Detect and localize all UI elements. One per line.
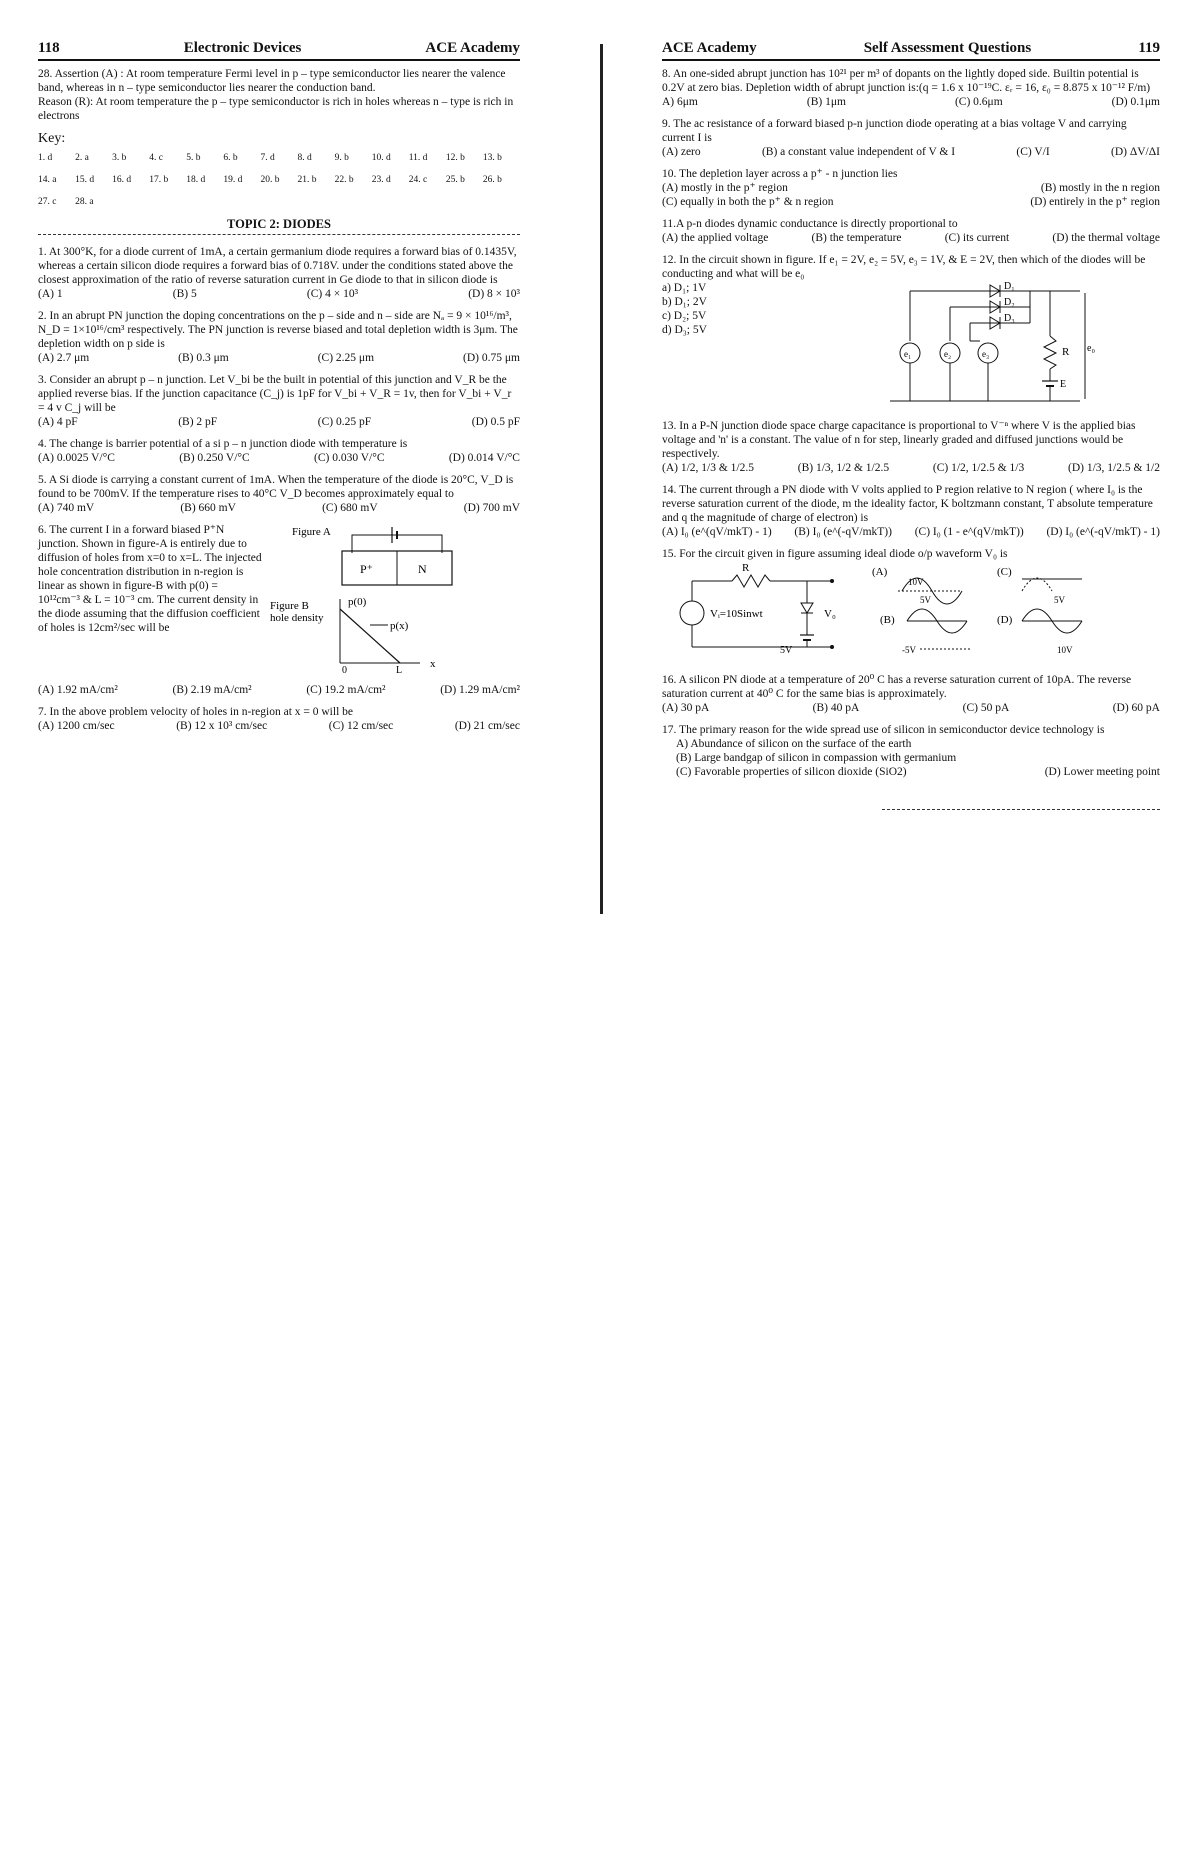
answer-key-entry: 15. d bbox=[75, 175, 95, 185]
question-text: 8. An one-sided abrupt junction has 10²¹ per m³ of dopants on the lightly doped side. Builtin potential is 0.2V at zero bias. Depletion width of abrupt junction is:(q = 1.6 x 10⁻¹⁹C. εᵣ = 16, ε₀ = 8.875 x 10⁻¹² F/m) bbox=[662, 68, 1151, 94]
e3-label: e₃ bbox=[982, 349, 990, 359]
option-c: (C) its current bbox=[944, 232, 1010, 244]
question-6 bbox=[38, 523, 520, 697]
option-b: (B) 40 pA bbox=[812, 702, 860, 714]
options bbox=[38, 501, 520, 515]
option-a: (A) 1200 cm/sec bbox=[38, 720, 115, 732]
question-28 bbox=[38, 67, 520, 123]
right-page bbox=[662, 40, 1160, 810]
options-row-1 bbox=[662, 181, 1160, 195]
option-b: (B) mostly in the n region bbox=[1040, 182, 1160, 194]
answer-key-entry: 24. c bbox=[408, 175, 428, 185]
option-c: (C) bbox=[997, 566, 1012, 578]
option-d: (D) 1/3, 1/2.5 & 1/2 bbox=[1068, 462, 1160, 474]
answer-key-entry: 3. b bbox=[112, 153, 127, 163]
question-text: 1. At 300°K, for a diode current of 1mA, a certain germanium diode requires a forward bias of 0.1435V, whereas a certain silicon diode requires a forward bias of 0.718V. under the conditions stated above the closest approximation of the ratio of reverse saturation current in Ge diode to that in silicon diode is bbox=[38, 246, 517, 286]
r-label: R bbox=[742, 562, 750, 574]
figure-b-label: Figure B bbox=[270, 600, 309, 612]
answer-key-entry: 23. d bbox=[371, 175, 391, 185]
waveform-neg-label: -5V bbox=[902, 645, 916, 655]
answer-key-entry: 6. b bbox=[223, 153, 238, 163]
options bbox=[662, 145, 1160, 159]
option-a: (A) zero bbox=[662, 146, 701, 158]
diode-icon bbox=[801, 603, 813, 613]
clipper-circuit-figure bbox=[662, 561, 1160, 661]
x-axis-label: x bbox=[430, 658, 436, 670]
question-text: 5. A Si diode is carrying a constant current of 1mA. When the temperature of the diode is 20°C, V_D is found to be 700mV. If the temperature rises to 40°C V_D becomes approximately equal to bbox=[38, 474, 514, 500]
option-d: (D) the thermal voltage bbox=[1052, 232, 1160, 244]
question-text: 7. In the above problem velocity of holes in n-region at x = 0 will be bbox=[38, 706, 353, 718]
question-13 bbox=[662, 419, 1160, 475]
answer-key-entry: 17. b bbox=[149, 175, 169, 185]
question-17 bbox=[662, 723, 1160, 779]
reason-text: Reason (R): At room temperature the p – type semiconductor is rich in holes whereas n – type is rich in electrons bbox=[38, 96, 514, 122]
figure-a-label: Figure A bbox=[292, 526, 331, 538]
answer-key-row bbox=[38, 151, 520, 165]
answer-key-entry: 1. d bbox=[38, 153, 53, 163]
hole-density-label: hole density bbox=[270, 612, 324, 624]
answer-key-row bbox=[38, 195, 520, 209]
option-c: (C) 680 mV bbox=[322, 502, 378, 514]
question-7 bbox=[38, 705, 520, 733]
option-c: (C) I₀ (1 - e^(qV/mkT)) bbox=[914, 526, 1024, 538]
option-c: (C) 0.25 pF bbox=[317, 416, 372, 428]
answer-key-entry: 21. b bbox=[297, 175, 317, 185]
option-c: c) D₂; 5V bbox=[662, 310, 707, 322]
option-b: b) D₁; 2V bbox=[662, 296, 707, 308]
question-9 bbox=[662, 117, 1160, 159]
question-14 bbox=[662, 483, 1160, 539]
option-b: (B) Large bandgap of silicon in compassion with germanium bbox=[676, 752, 957, 764]
question-text: 6. The current I in a forward biased P⁺N junction. Shown in figure-A is entirely due to diffusion of holes from x=0 to x=L. The injected hole concentration distribution in n-region is linear as shown in figure-B with p(0) = 10¹²cm⁻³ & L = 10⁻³ cm. The current density in the diode assuming that the diffusion coefficient of holes is 12cm²/sec will be bbox=[38, 524, 262, 634]
assertion-text: 28. Assertion (A) : At room temperature Fermi level in p – type semiconductor lies nearer the valence band, whereas in n – type semiconductor lies nearer the conduction band. bbox=[38, 68, 506, 94]
waveform-c bbox=[1022, 578, 1052, 591]
question-text: 9. The ac resistance of a forward biased p-n junction diode operating at a bias voltage V and carrying current I is bbox=[662, 118, 1127, 144]
option-a: (A) 1 bbox=[38, 288, 63, 300]
question-text: 4. The change is barrier potential of a si p – n junction diode with temperature is bbox=[38, 438, 408, 450]
option-b: (B) 5 bbox=[172, 288, 197, 300]
ac-source-icon bbox=[680, 601, 704, 625]
option-b: (B) 1/3, 1/2 & 1/2.5 bbox=[797, 462, 890, 474]
question-1 bbox=[38, 245, 520, 301]
option-b: (B) 2.19 mA/cm² bbox=[172, 684, 252, 696]
e2-label: e₂ bbox=[944, 349, 952, 359]
topic-heading: TOPIC 2: DIODES bbox=[38, 217, 520, 235]
d3-label: D₃ bbox=[1004, 313, 1015, 324]
option-b: (B) 12 x 10³ cm/sec bbox=[176, 720, 268, 732]
option-c: (C) 50 pA bbox=[962, 702, 1010, 714]
option-d: (D) I₀ (e^(-qV/mkT) - 1) bbox=[1046, 526, 1160, 538]
chapter-title: Electronic Devices bbox=[183, 40, 302, 56]
question-5 bbox=[38, 473, 520, 515]
px-label: p(x) bbox=[390, 620, 409, 632]
question-11 bbox=[662, 217, 1160, 245]
option-d: (D) 0.5 pF bbox=[471, 416, 520, 428]
waveform-d-label: 10V bbox=[1057, 645, 1073, 655]
options bbox=[38, 451, 520, 465]
option-a: (A) bbox=[872, 566, 888, 578]
battery-label: 5V bbox=[780, 645, 793, 656]
option-c: (C) 19.2 mA/cm² bbox=[306, 684, 386, 696]
waveform-b-label: 5V bbox=[920, 595, 931, 605]
answer-key-entry: 19. d bbox=[223, 175, 243, 185]
option-a: (A) I₀ (e^(qV/mkT) - 1) bbox=[662, 526, 772, 538]
e0-label: e₀ bbox=[1087, 343, 1095, 354]
option-a: (A) 0.0025 V/°C bbox=[38, 452, 115, 464]
option-c: (C) 2.25 μm bbox=[317, 352, 375, 364]
page-number: 118 bbox=[38, 40, 60, 56]
option-c: (C) 0.6μm bbox=[954, 96, 1003, 108]
answer-key-entry: 2. a bbox=[75, 153, 89, 163]
option-d: (D) 8 × 10³ bbox=[468, 288, 520, 300]
question-16 bbox=[662, 673, 1160, 715]
n-region-label: N bbox=[418, 562, 427, 576]
option-a: (A) 1.92 mA/cm² bbox=[38, 684, 118, 696]
question-text: 13. In a P-N junction diode space charge capacitance is proportional to V⁻ⁿ where V is the applied bias voltage and 'n' is a constant. The value of n for step, linearly graded and diffused junctions would be respectively. bbox=[662, 420, 1136, 460]
answer-key-entry: 5. b bbox=[186, 153, 201, 163]
options bbox=[662, 95, 1160, 109]
answer-key-entry: 16. d bbox=[112, 175, 132, 185]
answer-key-entry: 4. c bbox=[149, 153, 163, 163]
answer-key-entry: 20. b bbox=[260, 175, 280, 185]
answer-key-entry: 22. b bbox=[334, 175, 354, 185]
question-text: 14. The current through a PN diode with V volts applied to P region relative to N region ( where I₀ is the reverse saturation current of the diode, m the ideality factor, K boltzmann constant, T absolute temperature and q the magnitude of charge of electron) is bbox=[662, 484, 1153, 524]
options bbox=[662, 461, 1160, 475]
answer-key-entry: 25. b bbox=[445, 175, 465, 185]
options bbox=[662, 281, 872, 411]
option-c: (C) 1/2, 1/2.5 & 1/3 bbox=[932, 462, 1025, 474]
p-region-label: P⁺ bbox=[360, 562, 374, 576]
diode-circuit-figure bbox=[880, 281, 1100, 411]
options bbox=[662, 701, 1160, 715]
answer-key-entry: 7. d bbox=[260, 153, 275, 163]
question-text: 15. For the circuit given in figure assuming ideal diode o/p waveform V₀ is bbox=[662, 548, 1008, 560]
answer-key-entry: 28. a bbox=[75, 197, 94, 207]
answer-key-entry: 10. d bbox=[371, 153, 391, 163]
option-a: a) D₁; 1V bbox=[662, 282, 707, 294]
option-c: (C) equally in both the p⁺ & n region bbox=[662, 196, 834, 208]
brand: ACE Academy bbox=[662, 40, 757, 56]
option-a: (A) the applied voltage bbox=[662, 232, 769, 244]
answer-key-entry: 13. b bbox=[482, 153, 502, 163]
e1-label: e₁ bbox=[904, 349, 912, 359]
option-d: (D) 60 pA bbox=[1112, 702, 1160, 714]
question-2 bbox=[38, 309, 520, 365]
option-b: (B) bbox=[880, 614, 895, 626]
vo-label: V₀ bbox=[824, 608, 836, 620]
question-12 bbox=[662, 253, 1160, 411]
options bbox=[38, 415, 520, 429]
question-3 bbox=[38, 373, 520, 429]
question-text: 3. Consider an abrupt p – n junction. Let V_bi be the built in potential of this junction and V_R be the applied reverse bias. If the junction capacitance (C_j) is 1pF for V_bi + V_R = 1v, then for V_bi + V_r = 4 v C_j will be bbox=[38, 374, 512, 414]
left-page bbox=[38, 40, 520, 741]
section-title: Self Assessment Questions bbox=[863, 40, 1032, 56]
d1-label: D₁ bbox=[1004, 281, 1015, 292]
option-c: (C) 4 × 10³ bbox=[306, 288, 359, 300]
answer-key-row bbox=[38, 173, 520, 187]
option-d: d) D₃; 5V bbox=[662, 324, 707, 336]
origin-label: 0 bbox=[342, 665, 347, 673]
d2-label: D₂ bbox=[1004, 297, 1015, 308]
resistor-icon bbox=[732, 575, 770, 587]
answer-key-entry: 8. d bbox=[297, 153, 312, 163]
option-d: (D) 1.29 mA/cm² bbox=[440, 684, 520, 696]
option-b: (B) 0.3 μm bbox=[178, 352, 229, 364]
option-a: A) Abundance of silicon on the surface of the earth bbox=[676, 738, 912, 750]
answer-key-entry: 26. b bbox=[482, 175, 502, 185]
p0-label: p(0) bbox=[348, 596, 367, 608]
option-d: (D) 0.75 μm bbox=[463, 352, 520, 364]
question-8 bbox=[662, 67, 1160, 109]
options bbox=[662, 231, 1160, 245]
options bbox=[38, 351, 520, 365]
waveform-d-top-label: 5V bbox=[1054, 595, 1065, 605]
answer-key-entry: 11. d bbox=[408, 153, 428, 163]
option-c: (C) V/I bbox=[1016, 146, 1050, 158]
e-source-label: E bbox=[1060, 379, 1067, 390]
option-c: (C) 0.030 V/°C bbox=[314, 452, 385, 464]
option-b: (B) the temperature bbox=[811, 232, 902, 244]
option-b: (B) 0.250 V/°C bbox=[179, 452, 250, 464]
option-d: (D) entirely in the p⁺ region bbox=[1030, 196, 1160, 208]
question-text: 10. The depletion layer across a p⁺ - n junction lies bbox=[662, 168, 898, 180]
book-spine bbox=[600, 44, 603, 914]
option-c: (C) 12 cm/sec bbox=[328, 720, 394, 732]
question-4 bbox=[38, 437, 520, 465]
l-label: L bbox=[396, 665, 403, 673]
answer-key-entry: 18. d bbox=[186, 175, 206, 185]
source-label: Vᵢ=10Sinwt bbox=[710, 608, 763, 620]
options bbox=[662, 737, 1160, 779]
option-a: (A) mostly in the p⁺ region bbox=[662, 182, 788, 194]
answer-key-entry: 12. b bbox=[445, 153, 465, 163]
options bbox=[38, 683, 520, 697]
options bbox=[662, 525, 1160, 539]
option-a: (A) 740 mV bbox=[38, 502, 95, 514]
answer-key-entry: 9. b bbox=[334, 153, 349, 163]
page-number: 119 bbox=[1138, 40, 1160, 56]
junction-figure bbox=[270, 523, 520, 673]
option-a: (A) 1/2, 1/3 & 1/2.5 bbox=[662, 462, 754, 474]
question-text: 11.A p-n diodes dynamic conductance is directly proportional to bbox=[662, 218, 958, 230]
option-a: A) 6μm bbox=[662, 96, 698, 108]
waveform-a-label: 10V bbox=[908, 577, 924, 587]
option-b: (B) 2 pF bbox=[178, 416, 218, 428]
r-label: R bbox=[1062, 346, 1070, 358]
question-text: 17. The primary reason for the wide spread use of silicon in semiconductor device technology is bbox=[662, 724, 1105, 736]
question-10 bbox=[662, 167, 1160, 209]
left-page-header bbox=[38, 40, 520, 61]
footer-rule bbox=[882, 809, 1160, 810]
hole-distribution-line bbox=[340, 609, 400, 663]
option-b: (B) I₀ (e^(-qV/mkT)) bbox=[794, 526, 892, 538]
question-text: 12. In the circuit shown in figure. If e₁ = 2V, e₂ = 5V, e₃ = 1V, & E = 2V, then which of the diodes will be conducting and what will be e₀ bbox=[662, 254, 1146, 280]
option-b: (B) a constant value independent of V & I bbox=[761, 146, 956, 158]
figure-a-b bbox=[270, 523, 520, 677]
options bbox=[38, 719, 520, 733]
options-row-2 bbox=[662, 195, 1160, 209]
option-b: (B) 660 mV bbox=[180, 502, 236, 514]
brand: ACE Academy bbox=[425, 40, 520, 56]
option-c: (C) Favorable properties of silicon dioxide (SiO2) bbox=[676, 766, 907, 778]
question-15 bbox=[662, 547, 1160, 665]
option-d: (D) 0.014 V/°C bbox=[448, 452, 520, 464]
answer-key bbox=[38, 151, 520, 209]
question-text: 2. In an abrupt PN junction the doping concentrations on the p – side and n – side are Nₐ = 9 × 10¹⁶/m³, N_D = 1×10¹⁶/cm³ respectively. The PN junction is reverse biased and total depletion width is 3μm. The depletion width on p side is bbox=[38, 310, 518, 350]
option-a: (A) 2.7 μm bbox=[38, 352, 90, 364]
option-d: (D) 21 cm/sec bbox=[454, 720, 520, 732]
answer-key-entry: 27. c bbox=[38, 197, 57, 207]
option-a: (A) 4 pF bbox=[38, 416, 78, 428]
option-b: (B) 1μm bbox=[806, 96, 846, 108]
question-text: 16. A silicon PN diode at a temperature of 20⁰ C has a reverse saturation current of 10pA. The reverse saturation current at 40⁰ C for the same bias is approximately. bbox=[662, 674, 1132, 700]
option-d: (D) Lower meeting point bbox=[1044, 766, 1160, 778]
option-d: (D) bbox=[997, 614, 1013, 626]
options bbox=[38, 287, 520, 301]
answer-key-title: Key: bbox=[38, 131, 66, 146]
resistor-icon bbox=[1044, 336, 1056, 369]
option-d: (D) ΔV/ΔI bbox=[1111, 146, 1160, 158]
option-a: (A) 30 pA bbox=[662, 702, 710, 714]
option-d: (D) 700 mV bbox=[463, 502, 520, 514]
option-d: (D) 0.1μm bbox=[1111, 96, 1160, 108]
right-page-header bbox=[662, 40, 1160, 61]
answer-key-entry: 14. a bbox=[38, 175, 57, 185]
